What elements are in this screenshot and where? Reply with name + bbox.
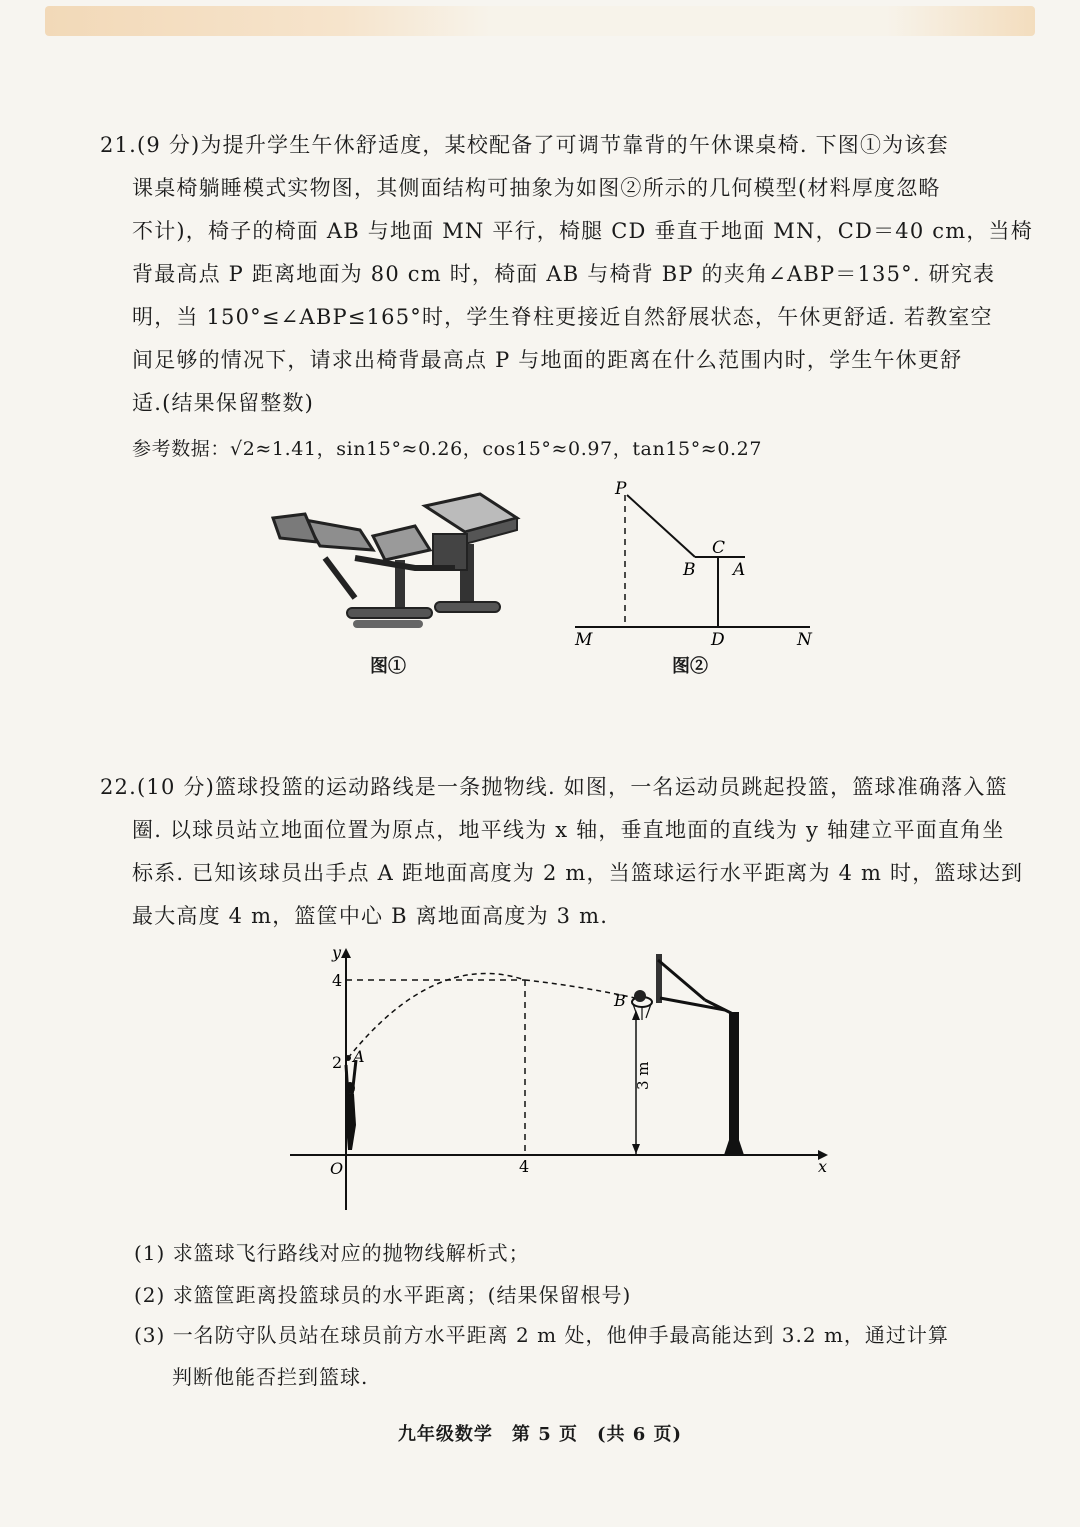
basketball-trajectory-graph	[280, 940, 840, 1215]
subquestion-1: (1) 求篮球飞行路线对应的抛物线解析式；	[134, 1241, 530, 1265]
height-3m-label: 3 m	[634, 1061, 652, 1090]
point-D-label: D	[711, 630, 725, 650]
figure-2-caption: 图②	[672, 656, 708, 677]
q22-line-3: 标系. 已知该球员出手点 A 距地面高度为 2 m，当篮球运行水平距离为 4 m 时，篮球达到	[132, 861, 1024, 885]
x-axis-label: x	[818, 1157, 828, 1176]
top-color-band	[45, 6, 1035, 36]
q21-line-1: 21.(9 分)为提升学生午休舒适度，某校配备了可调节靠背的午休课桌椅. 下图①为该套	[100, 133, 949, 157]
point-M-label: M	[575, 630, 593, 650]
figure-1-desk-chair-image	[265, 488, 530, 638]
point-B-label: B	[683, 560, 696, 580]
subquestion-2: (2) 求篮筐距离投篮球员的水平距离；(结果保留根号)	[134, 1283, 632, 1307]
x-tick-4-label: 4	[519, 1157, 530, 1176]
point-A-label: A	[733, 560, 746, 580]
y-axis-label: y	[332, 943, 342, 962]
origin-label: O	[330, 1159, 344, 1178]
q21-line-7: 适.(结果保留整数)	[132, 391, 315, 415]
q21-line-3: 不计)，椅子的椅面 AB 与地面 MN 平行，椅腿 CD 垂直于地面 MN，CD＝40 cm，当椅	[132, 219, 1033, 243]
y-tick-4-label: 4	[332, 971, 343, 990]
basketball-hoop	[632, 954, 744, 1155]
question-22-text	[100, 772, 1024, 932]
point-P-label: P	[615, 479, 627, 499]
figure-2-geometry-model	[565, 470, 825, 650]
q21-line-6: 间足够的情况下，请求出椅背最高点 P 与地面的距离在什么范围内时，学生午休更舒	[132, 348, 963, 372]
q22-line-4: 最大高度 4 m，篮筐中心 B 离地面高度为 3 m.	[132, 904, 609, 928]
y-tick-2-label: 2	[332, 1053, 343, 1072]
subquestion-3: (3) 一名防守队员站在球员前方水平距离 2 m 处，他伸手最高能达到 3.2 m，通过计算	[134, 1323, 949, 1347]
subquestion-3-continued: 判断他能否拦到篮球.	[172, 1365, 369, 1389]
q22-line-1: 22.(10 分)篮球投篮的运动路线是一条抛物线. 如图，一名运动员跳起投篮，篮球准确落入篮	[100, 775, 1008, 799]
point-A-graph-label: A	[353, 1047, 365, 1066]
q21-line-5: 明，当 150°≤∠ABP≤165°时，学生脊柱更接近自然舒展状态，午休更舒适. 若教室空	[132, 305, 993, 329]
q21-reference-data: 参考数据：√2≈1.41，sin15°≈0.26，cos15°≈0.97，tan15°≈0.27	[132, 438, 763, 460]
figure-1-caption: 图①	[370, 656, 406, 677]
point-B-graph-label: B	[614, 991, 626, 1010]
q22-line-2: 圈. 以球员站立地面位置为原点，地平线为 x 轴，垂直地面的直线为 y 轴建立平面直角坐	[132, 818, 1005, 842]
question-21-text	[100, 130, 1033, 420]
point-C-label: C	[712, 538, 726, 558]
point-N-label: N	[797, 630, 812, 650]
page-footer: 九年级数学 第 5 页 (共 6 页)	[397, 1424, 683, 1445]
q21-line-4: 背最高点 P 距离地面为 80 cm 时，椅面 AB 与椅背 BP 的夹角∠ABP＝135°. 研究表	[132, 262, 996, 286]
q21-line-2: 课桌椅躺睡模式实物图，其侧面结构可抽象为如图②所示的几何模型(材料厚度忽略	[132, 176, 941, 200]
